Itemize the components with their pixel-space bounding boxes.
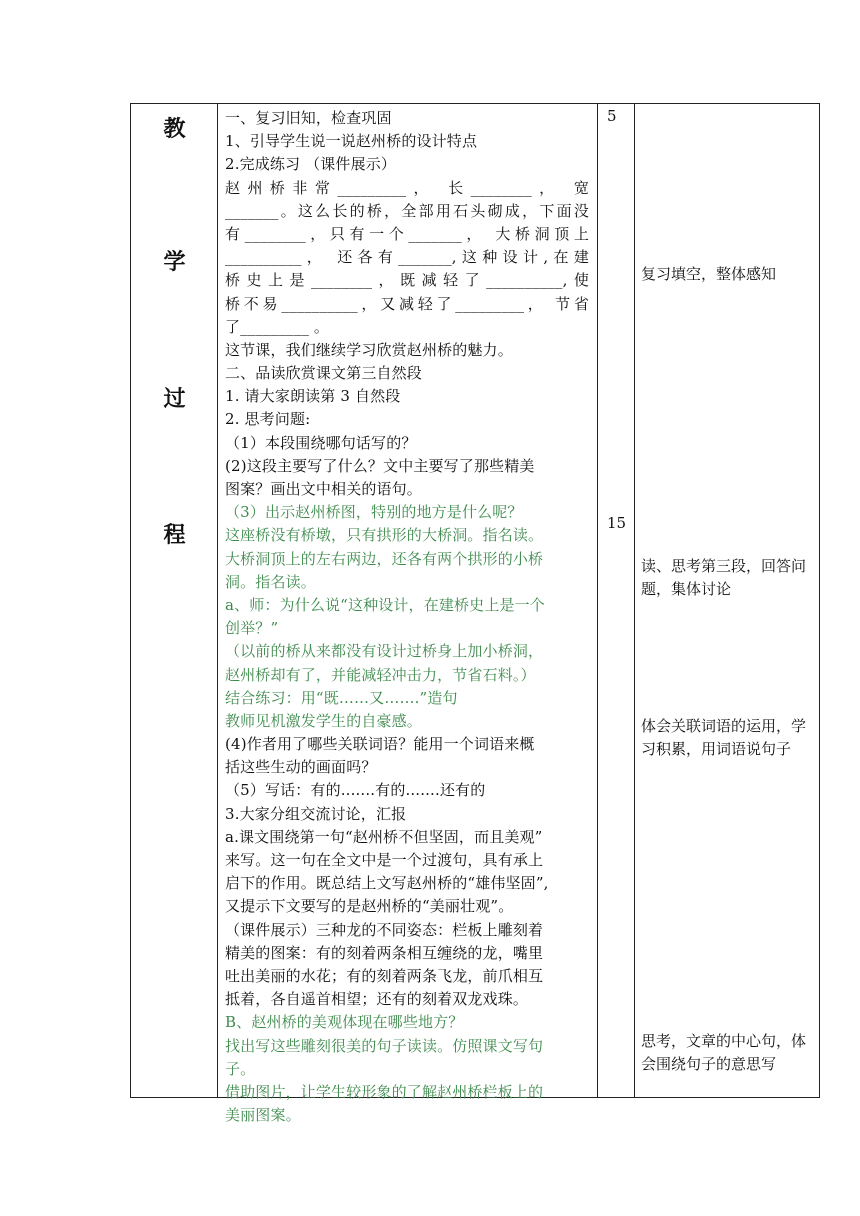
content-line: 桥不易__________，又减轻了_________， 节省	[225, 294, 589, 313]
content-line: B、赵州桥的美观体现在哪些地方？	[225, 1013, 464, 1032]
design-note: 读、思考第三段，回答问题，集体讨论	[641, 557, 807, 599]
stage-column	[131, 104, 218, 1097]
content-line: 借助图片，让学生较形象的了解赵州桥栏板上的	[225, 1082, 544, 1101]
content-line: a、师：为什么说“这种设计，在建桥史上是一个	[225, 595, 545, 614]
content-line: 3.大家分组交流讨论，汇报	[225, 804, 407, 823]
content-line: 创举？”	[225, 619, 279, 638]
teaching-content-column	[218, 104, 598, 1125]
content-line: 一、复习旧知，检查巩固	[225, 109, 392, 127]
content-line: 启下的作用。既总结上文写赵州桥的“雄伟坚固”,	[225, 874, 549, 893]
content-line: 2. 思考问题:	[225, 410, 311, 429]
content-line: 美丽图案。	[225, 1106, 301, 1125]
content-line: 桥史上是________，既减轻了__________,使	[225, 271, 589, 290]
content-line: （3）出示赵州桥图，特别的地方是什么呢？	[225, 503, 523, 522]
minutes-column	[598, 104, 635, 1097]
content-line: 1. 请大家朗读第 3 自然段	[225, 387, 401, 406]
content-line: 又提示下文要写的是赵州桥的“美丽壮观”。	[225, 897, 514, 916]
content-line: (2)这段主要写了什么？文中主要写了那些精美	[225, 456, 535, 475]
notes-column	[635, 104, 821, 1097]
content-line: 赵州桥非常_________， 长________， 宽	[225, 178, 589, 197]
content-line: 精美的图案：有的刻着两条相互缠绕的龙，嘴里	[225, 943, 544, 962]
content-line: __________， 还各有_______,这种设计,在建	[225, 248, 589, 267]
content-line: 抵着，各自遥首相望；还有的刻着双龙戏珠。	[225, 990, 529, 1009]
design-note: 复习填空，整体感知	[641, 265, 777, 283]
minutes-value: 15	[607, 514, 627, 532]
content-line: 赵州桥却有了，并能减轻冲击力，节省石料。）	[225, 665, 536, 684]
content-line: （以前的桥从来都没有设计过桥身上加小桥洞，	[225, 642, 544, 661]
content-line: 吐出美丽的水花；有的刻着两条飞龙，前爪相互	[225, 966, 544, 985]
content-line: 大桥洞顶上的左右两边，还各有两个拱形的小桥	[225, 549, 544, 568]
stage-char: 过	[163, 386, 186, 412]
content-line: 2.完成练习 （课件展示）	[225, 155, 397, 174]
content-line: （课件展示）三种龙的不同姿态：栏板上雕刻着	[225, 920, 544, 939]
content-line: 了_________ 。	[225, 317, 330, 336]
content-line: 图案？画出文中相关的语句。	[225, 480, 422, 498]
stage-char: 教	[163, 116, 186, 142]
content-line: 结合练习：用“既……又…….”造句	[225, 688, 458, 707]
content-line: a.课文围绕第一句“赵州桥不但坚固，而且美观”	[225, 827, 543, 846]
content-line: _______。这么长的桥，全部用石头砌成，下面没	[225, 201, 589, 220]
content-line: 教师见机激发学生的自豪感。	[225, 711, 422, 730]
content-line: 这节课，我们继续学习欣赏赵州桥的魅力。	[225, 340, 513, 359]
content-line: 子。	[225, 1059, 256, 1078]
content-line: （5）写话：有的.......有的.......还有的	[225, 781, 486, 800]
teaching-content	[225, 107, 589, 1127]
design-note: 体会关联词语的运用，学习积累，用词语说句子	[641, 717, 807, 759]
content-line: 有________，只有一个_______， 大桥洞顶上	[225, 224, 589, 243]
content-line: 1、引导学生说一说赵州桥的设计特点	[225, 132, 478, 151]
content-line: 括这些生动的画面吗？	[225, 758, 377, 777]
content-line: (4)作者用了哪些关联词语？能用一个词语来概	[225, 735, 535, 754]
content-line: 找出写这些雕刻很美的句子读读。仿照课文写句	[225, 1036, 544, 1055]
content-line: （1）本段围绕哪句话写的？	[225, 433, 417, 452]
content-line: 来写。这一句在全文中是一个过渡句，具有承上	[225, 851, 544, 869]
stage-char: 学	[163, 249, 186, 275]
content-line: 洞。指名读。	[225, 572, 316, 591]
minutes-value: 5	[607, 107, 617, 125]
lesson-plan-table	[130, 103, 820, 1125]
stage-char: 程	[163, 522, 186, 548]
content-line: 二、品读欣赏课文第三自然段	[225, 364, 422, 383]
design-note: 思考，文章的中心句，体会围绕句子的意思写	[641, 1032, 807, 1074]
content-line: 这座桥没有桥墩，只有拱形的大桥洞。指名读。	[225, 526, 544, 545]
